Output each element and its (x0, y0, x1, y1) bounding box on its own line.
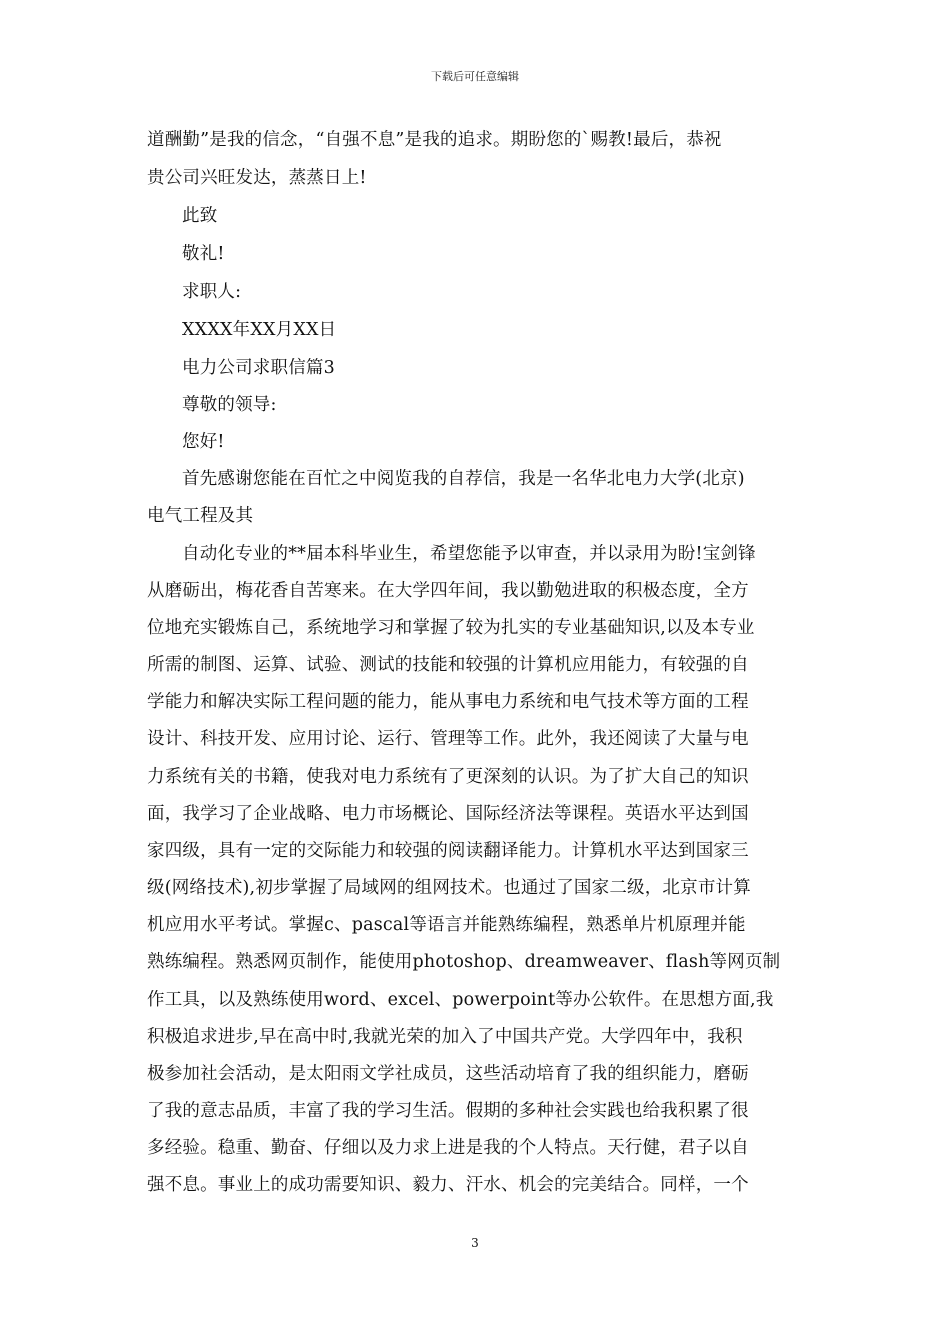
body-line: 设计、科技开发、应用讨论、运行、管理等工作。此外，我还阅读了大量与电 (147, 729, 749, 749)
body-line: 了我的意志品质，丰富了我的学习生活。假期的多种社会实践也给我积累了很 (147, 1101, 749, 1121)
body-line: 面，我学习了企业战略、电力市场概论、国际经济法等课程。英语水平达到国 (147, 804, 749, 824)
body-line: 力系统有关的书籍，使我对电力系统有了更深刻的认识。为了扩大自己的知识 (147, 767, 749, 787)
body-line: 熟练编程。熟悉网页制作，能使用photoshop、dreamweaver、flash等网页制 (147, 952, 781, 972)
body-line: 极参加社会活动，是太阳雨文学社成员，这些活动培育了我的组织能力，磨砺 (147, 1064, 749, 1084)
body-line: 首先感谢您能在百忙之中阅览我的自荐信，我是一名华北电力大学(北京) (182, 469, 745, 489)
page-number: 3 (471, 1236, 479, 1250)
date-line: XXXX年XX月XX日 (182, 320, 337, 340)
body-line: 机应用水平考试。掌握c、pascal等语言并能熟练编程，熟悉单片机原理并能 (147, 915, 746, 935)
signature-label: 求职人: (182, 282, 242, 302)
section-title: 电力公司求职信篇3 (182, 358, 335, 378)
body-line: 自动化专业的**届本科毕业生，希望您能予以审查，并以录用为盼!宝剑锋 (182, 544, 756, 564)
body-line: 作工具，以及熟练使用word、excel、powerpoint等办公软件。在思想方面,我 (147, 990, 774, 1010)
body-line: 积极追求进步,早在高中时,我就光荣的加入了中国共产党。大学四年中，我积 (147, 1027, 743, 1047)
body-line: 家四级，具有一定的交际能力和较强的阅读翻译能力。计算机水平达到国家三 (147, 841, 749, 861)
salutation: 尊敬的领导: (182, 395, 277, 415)
closing-line: 此致 (182, 206, 218, 226)
body-line: 贵公司兴旺发达，蒸蒸日上! (147, 168, 367, 188)
body-line: 级(网络技术),初步掌握了局域网的组网技术。也通过了国家二级，北京市计算 (147, 878, 751, 898)
body-line: 学能力和解决实际工程问题的能力，能从事电力系统和电气技术等方面的工程 (147, 692, 749, 712)
greeting: 您好! (182, 432, 225, 452)
body-line: 从磨砺出，梅花香自苦寒来。在大学四年间，我以勤勉进取的积极态度，全方 (147, 581, 749, 601)
body-line: 强不息。事业上的成功需要知识、毅力、汗水、机会的完美结合。同样，一个 (147, 1175, 749, 1195)
body-line: 位地充实锻炼自己，系统地学习和掌握了较为扎实的专业基础知识,以及本专业 (147, 618, 755, 638)
closing-line: 敬礼! (182, 244, 225, 264)
page-header: 下载后可任意编辑 (431, 70, 519, 83)
body-line: 电气工程及其 (147, 506, 254, 526)
body-line: 道酬勤”是我的信念，“自强不息”是我的追求。期盼您的`赐教!最后，恭祝 (147, 130, 722, 150)
body-line: 多经验。稳重、勤奋、仔细以及力求上进是我的个人特点。天行健，君子以自 (147, 1138, 749, 1158)
body-line: 所需的制图、运算、试验、测试的技能和较强的计算机应用能力，有较强的自 (147, 655, 749, 675)
